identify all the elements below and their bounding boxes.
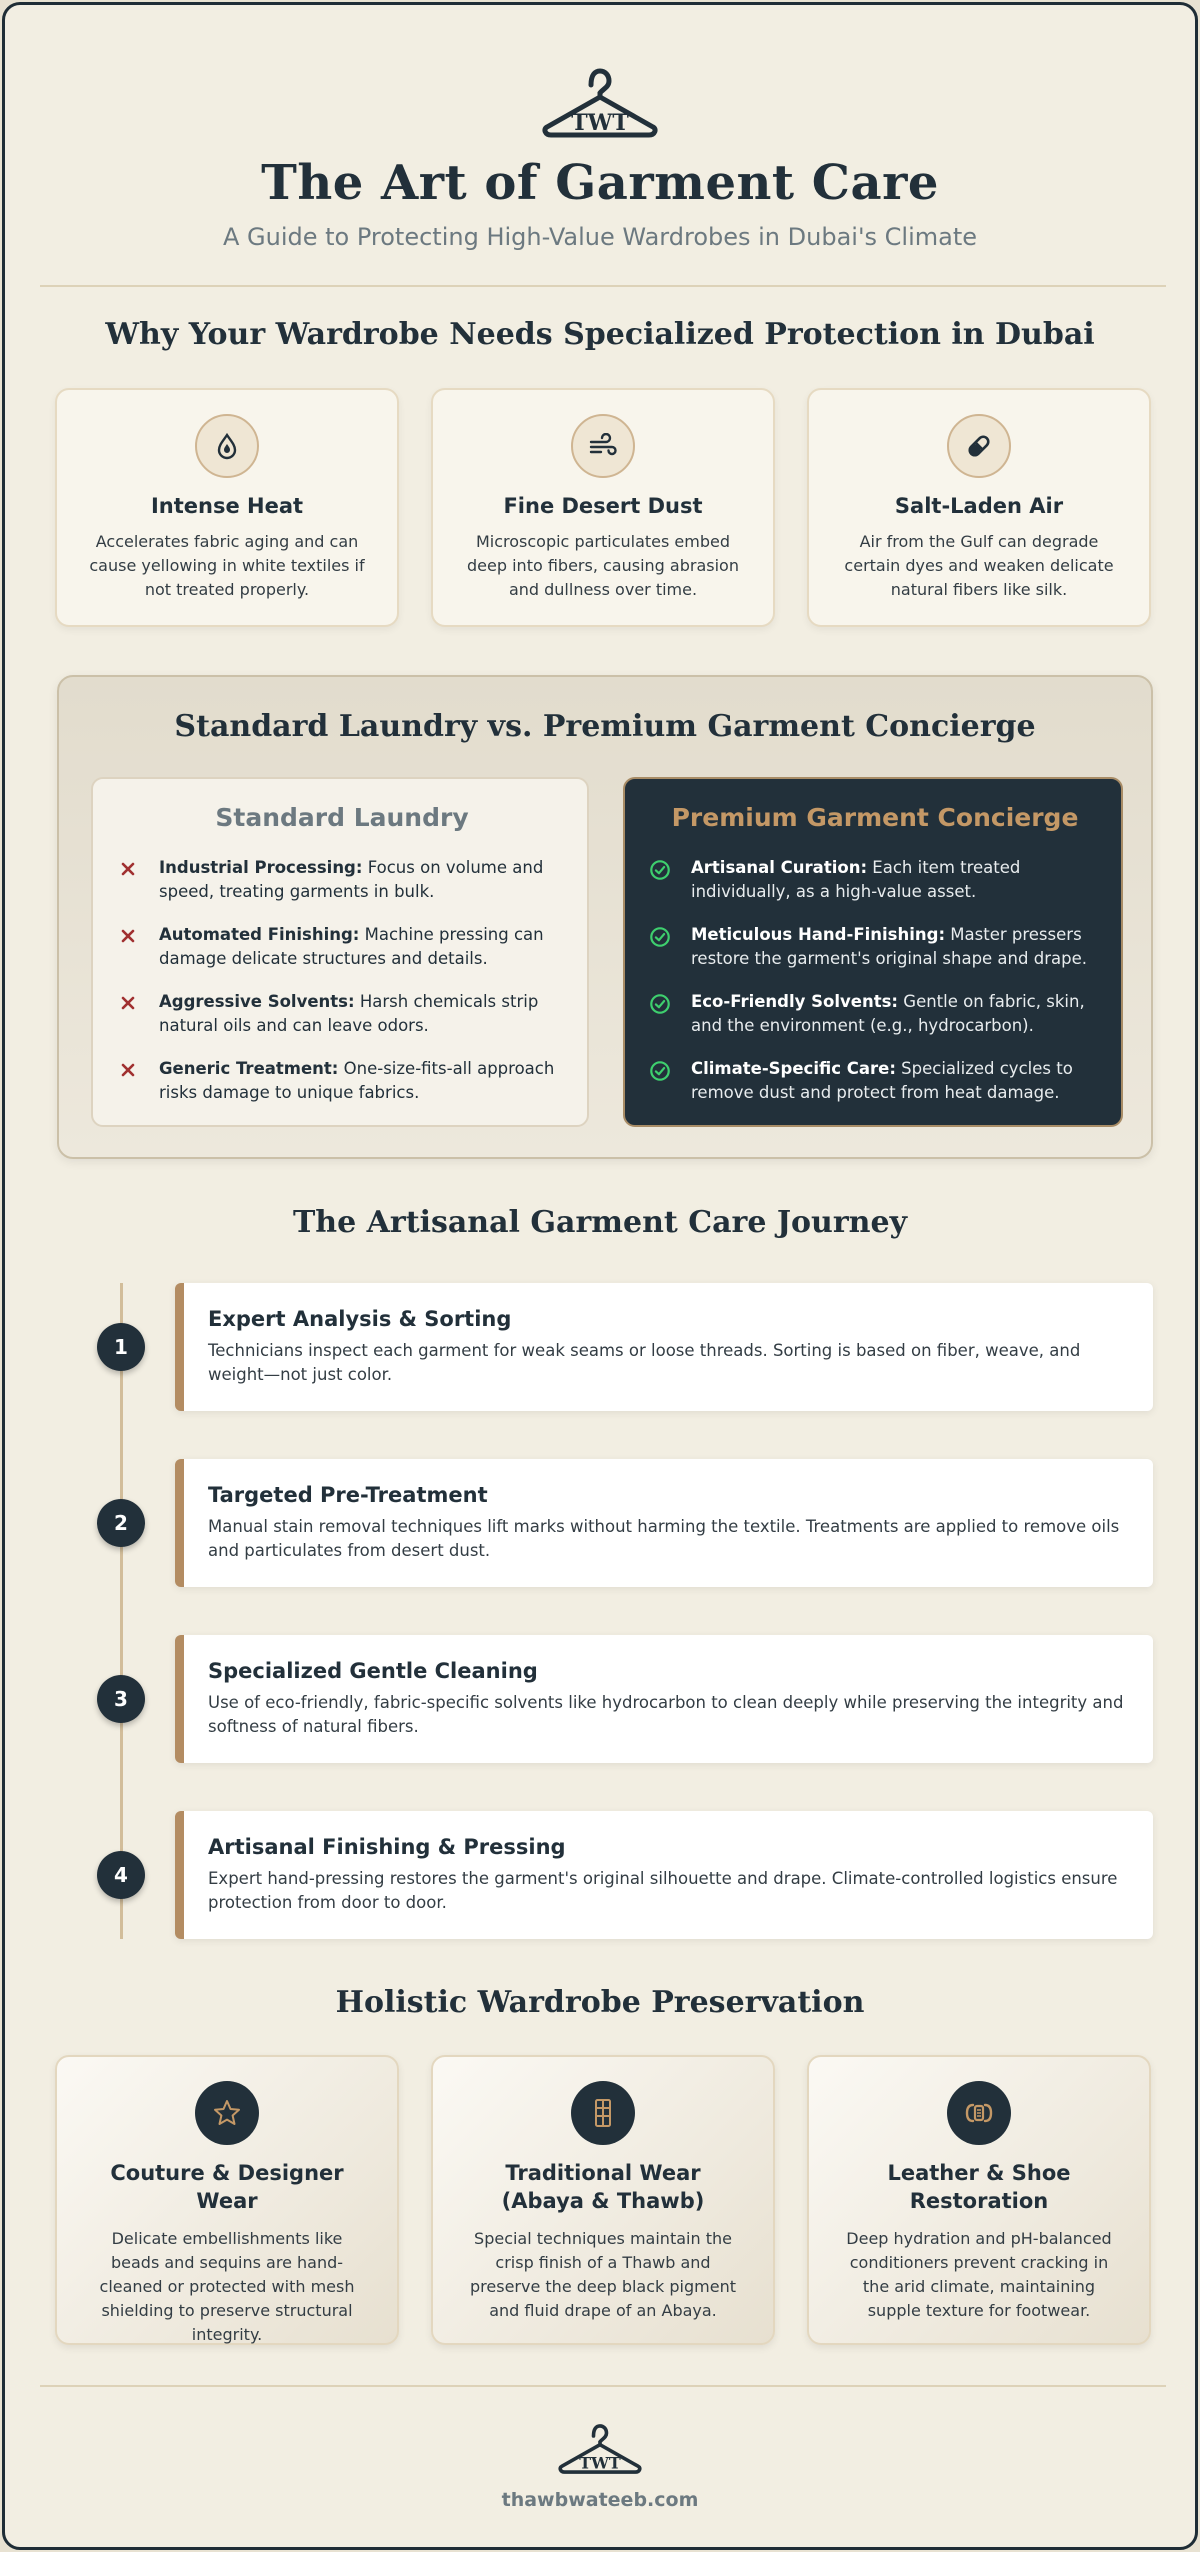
garment-icon <box>571 2081 635 2145</box>
star-icon <box>195 2081 259 2145</box>
list-item <box>117 923 567 971</box>
item-label: Meticulous Hand-Finishing: <box>691 925 946 944</box>
premium-concierge-column <box>623 777 1123 1127</box>
climate-section-title: Why Your Wardrobe Needs Specialized Protection in Dubai <box>105 317 1095 352</box>
divider <box>40 285 1166 287</box>
item-label: Industrial Processing: <box>159 858 363 877</box>
pill-icon <box>947 414 1011 478</box>
journey-step-card <box>175 1283 1153 1411</box>
step-number-badge: 1 <box>97 1323 145 1371</box>
step-title: Expert Analysis & Sorting <box>208 1307 512 1331</box>
journey-step-card <box>175 1635 1153 1763</box>
preservation-card-text: Delicate embellishments like beads and sequins are hand-cleaned or protected with mesh shielding to preserve structural integrity. <box>99 2229 355 2344</box>
page-footer <box>5 2423 1195 2511</box>
item-text: One-size-fits-all approach risks damage to unique fabrics. <box>159 1059 555 1102</box>
climate-card-text: Air from the Gulf can degrade certain dyes and weaken delicate natural fibers like silk. <box>844 532 1114 599</box>
step-number-badge: 4 <box>97 1851 145 1899</box>
heat-drop-icon <box>195 414 259 478</box>
item-text: Machine pressing can damage delicate structures and details. <box>159 925 544 968</box>
logo-text: TWT <box>579 2453 621 2473</box>
standard-laundry-column <box>91 777 589 1127</box>
shoe-icon <box>947 2081 1011 2145</box>
step-title: Targeted Pre-Treatment <box>208 1483 488 1507</box>
hanger-logo-icon <box>557 2423 643 2475</box>
step-number-badge: 2 <box>97 1499 145 1547</box>
step-title: Artisanal Finishing & Pressing <box>208 1835 566 1859</box>
divider <box>40 2385 1166 2387</box>
list-item <box>117 990 567 1038</box>
preservation-card-title: Couture & Designer Wear <box>110 2161 344 2213</box>
page-header <box>5 67 1195 251</box>
list-item <box>649 990 1101 1038</box>
step-number-badge: 3 <box>97 1675 145 1723</box>
climate-card-text: Accelerates fabric aging and can cause yellowing in white textiles if not treated properly. <box>89 532 365 599</box>
preservation-card-traditional <box>431 2055 775 2345</box>
preservation-card-text: Special techniques maintain the crisp finish of a Thawb and preserve the deep black pigment and fluid drape of an Abaya. <box>470 2229 736 2320</box>
list-item <box>117 856 567 904</box>
preservation-section-title: Holistic Wardrobe Preservation <box>335 1985 865 2020</box>
comparison-title: Standard Laundry vs. Premium Garment Concierge <box>174 709 1036 744</box>
item-text: Master pressers restore the garment's original shape and drape. <box>691 925 1087 968</box>
climate-card-heat <box>55 388 399 627</box>
item-label: Aggressive Solvents: <box>159 992 355 1011</box>
preservation-card-text: Deep hydration and pH-balanced conditioners prevent cracking in the arid climate, maintaining supple texture for footwear. <box>846 2229 1112 2320</box>
item-label: Artisanal Curation: <box>691 858 868 877</box>
list-item <box>649 856 1101 904</box>
check-circle-icon <box>649 858 671 882</box>
item-text: Gentle on fabric, skin, and the environment (e.g., hydrocarbon). <box>691 992 1085 1035</box>
step-text: Manual stain removal techniques lift marks without harming the textile. Treatments are applied to remove oils and particulates from desert dust. <box>208 1517 1120 1560</box>
list-item <box>117 1057 567 1105</box>
climate-card-salt <box>807 388 1151 627</box>
item-text: Harsh chemicals strip natural oils and can leave odors. <box>159 992 539 1035</box>
climate-card-text: Microscopic particulates embed deep into fibers, causing abrasion and dullness over time. <box>467 532 739 599</box>
wind-icon <box>571 414 635 478</box>
journey-step-card <box>175 1811 1153 1939</box>
cross-icon <box>117 858 139 880</box>
item-label: Climate-Specific Care: <box>691 1059 896 1078</box>
website-link[interactable]: thawbwateeb.com <box>501 2489 699 2511</box>
item-label: Eco-Friendly Solvents: <box>691 992 899 1011</box>
preservation-card-couture <box>55 2055 399 2345</box>
step-text: Technicians inspect each garment for weak seams or loose threads. Sorting is based on fiber, weave, and weight—not just color. <box>208 1341 1081 1384</box>
preservation-card-leather <box>807 2055 1151 2345</box>
check-circle-icon <box>649 992 671 1016</box>
page-frame <box>2 2 1198 2550</box>
check-circle-icon <box>649 925 671 949</box>
journey-step-card <box>175 1459 1153 1587</box>
check-circle-icon <box>649 1059 671 1083</box>
item-text: Specialized cycles to remove dust and protect from heat damage. <box>691 1059 1073 1102</box>
standard-column-title: Standard Laundry <box>215 803 469 832</box>
climate-card-dust <box>431 388 775 627</box>
list-item <box>649 1057 1101 1105</box>
logo-text: TWT <box>571 110 629 136</box>
list-item <box>649 923 1101 971</box>
cross-icon <box>117 925 139 947</box>
step-text: Use of eco-friendly, fabric-specific solvents like hydrocarbon to clean deeply while preserving the integrity and softness of natural fibers. <box>208 1693 1124 1736</box>
climate-card-title: Intense Heat <box>150 494 304 518</box>
comparison-panel <box>57 675 1153 1159</box>
cross-icon <box>117 992 139 1014</box>
preservation-card-title: Traditional Wear (Abaya & Thawb) <box>501 2161 705 2213</box>
timeline-line <box>120 1283 123 1939</box>
step-title: Specialized Gentle Cleaning <box>208 1659 538 1683</box>
hanger-logo-icon <box>541 67 659 139</box>
cross-icon <box>117 1059 139 1081</box>
item-text: Each item treated individually, as a high-value asset. <box>691 858 1021 901</box>
preservation-card-title: Leather & Shoe Restoration <box>887 2161 1071 2213</box>
step-text: Expert hand-pressing restores the garment's original silhouette and drape. Climate-controlled logistics ensure protection from door to door. <box>208 1869 1118 1912</box>
climate-card-title: Fine Desert Dust <box>503 494 703 518</box>
premium-column-title: Premium Garment Concierge <box>671 803 1079 832</box>
page-title: The Art of Garment Care <box>261 155 939 211</box>
page-subtitle: A Guide to Protecting High-Value Wardrobes in Dubai's Climate <box>222 223 978 251</box>
item-label: Automated Finishing: <box>159 925 360 944</box>
item-label: Generic Treatment: <box>159 1059 339 1078</box>
journey-section-title: The Artisanal Garment Care Journey <box>292 1205 908 1240</box>
item-text: Focus on volume and speed, treating garments in bulk. <box>159 858 544 901</box>
climate-card-title: Salt-Laden Air <box>894 494 1064 518</box>
